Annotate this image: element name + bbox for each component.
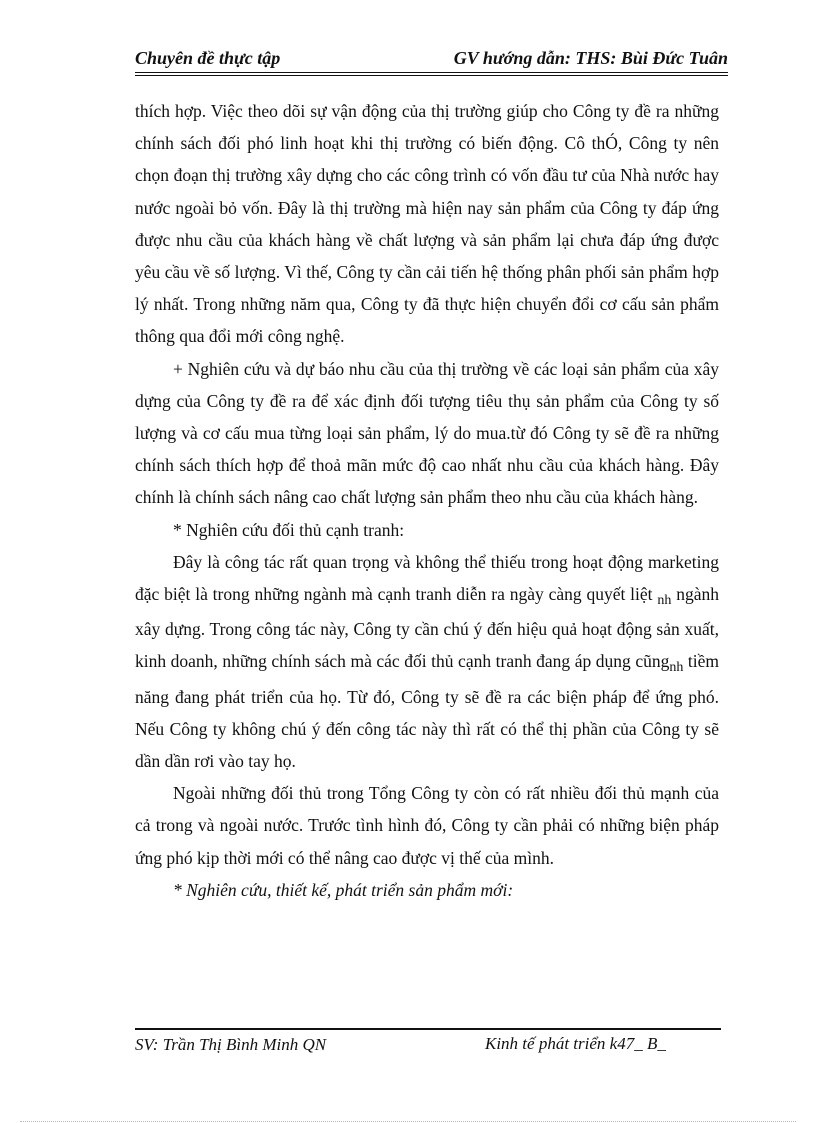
paragraph-4-part-c: tiềm năng đang phát triển của họ. Từ đó, Công ty sẽ đề ra các biện pháp để ứng phó. Nếu Công ty không chú ý đến công tác này thì rất có thể thị phần của Công ty sẽ dần dần rơi vào tay họ. (135, 651, 720, 772)
document-body (135, 95, 719, 906)
footer-student: SV: Trần Thị Bình Minh QN (135, 1035, 327, 1054)
paragraph-3-heading: * Nghiên cứu đối thủ cạnh tranh: (173, 519, 405, 540)
paragraph-4-nh-1: nh (657, 593, 672, 609)
paragraph-2: + Nghiên cứu và dự báo nhu cầu của thị trường về các loại sản phẩm của xây dựng của Công ty đề ra để xác định đối tượng tiêu thụ sản phẩm của Công ty số lượng và cơ cấu mua từng loại sản phẩm, lý do mua.từ đó Công ty sẽ đề ra những chính sách thích hợp để thoả mãn mức độ cao nhất nhu cầu của khách hàng. Đây chính là chính sách nâng cao chất lượng sản phẩm theo nhu cầu của khách hàng. (135, 358, 719, 508)
page-header (135, 48, 728, 74)
page-footer (135, 1034, 721, 1084)
footer-class: Kinh tế phát triển k47_ B_ (485, 1034, 666, 1053)
paragraph-4-nh-2: nh (669, 660, 684, 676)
header-title: Chuyên đề thực tập (135, 48, 281, 68)
paragraph-6-heading: * Nghiên cứu, thiết kế, phát triển sản phẩm mới: (173, 879, 514, 900)
paragraph-4-part-b: ngành xây dựng. Trong công tác này, Công ty cần chú ý đến hiệu quả hoạt động sản xuất, kinh doanh, những chính sách mà các đối thủ cạnh tranh đang áp dụng cũng (135, 584, 719, 672)
paragraph-4 (135, 546, 719, 777)
header-advisor: GV hướng dẫn: THS: Bùi Đức Tuân (453, 48, 728, 68)
footer-divider (135, 1028, 721, 1030)
paragraph-5: Ngoài những đối thủ trong Tổng Công ty còn có rất nhiều đối thủ mạnh của cả trong và ngoài nước. Trước tình hình đó, Công ty cần phải có những biện pháp ứng phó kịp thời mới có thể nâng cao được vị thế của mình. (135, 783, 719, 868)
paragraph-4-part-a: Đây là công tác rất quan trọng và không thể thiếu trong hoạt động marketing đặc biệt là trong những ngành mà cạnh tranh diễn ra ngày càng quyết liệt (135, 551, 719, 605)
header-divider (135, 72, 728, 76)
page-bottom-edge (20, 1121, 796, 1122)
paragraph-1: thích hợp. Việc theo dõi sự vận động của thị trường giúp cho Công ty đề ra những chính sách đối phó linh hoạt khi thị trường có biến động. Cô thÓ, Công ty nên chọn đoạn thị trường xây dựng cho các công trình có vốn đầu tư của Nhà nước hay nước ngoài bỏ vốn. Đây là thị trường mà hiện nay sản phẩm của Công ty đáp ứng được nhu cầu của khách hàng về chất lượng và sản phẩm lại chưa đáp ứng được yêu cầu về số lượng. Vì thế, Công ty cần cải tiến hệ thống phân phối sản phẩm hợp lý nhất. Trong những năm qua, Công ty đã thực hiện chuyển đổi cơ cấu sản phẩm thông qua đổi mới công nghệ. (135, 101, 719, 347)
